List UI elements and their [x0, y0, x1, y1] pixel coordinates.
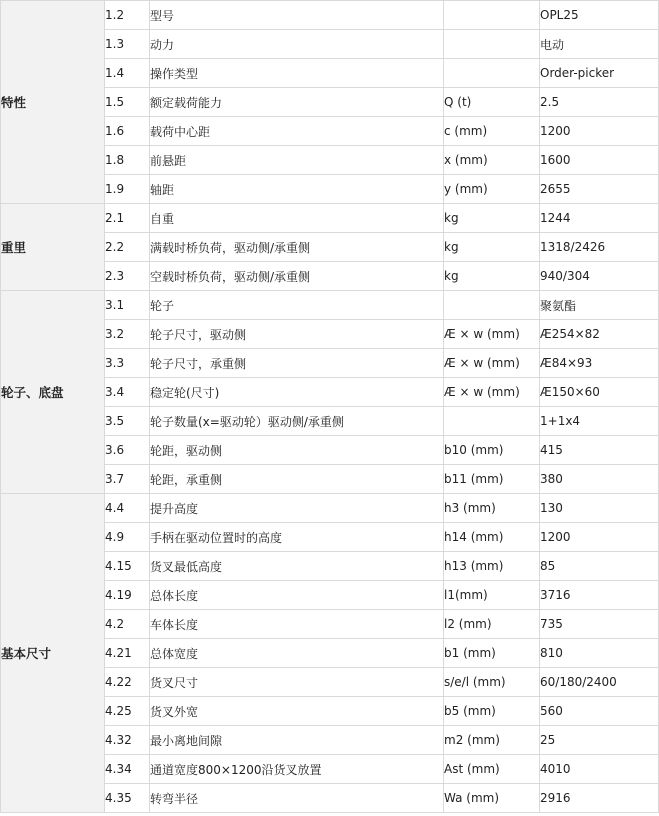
item-value: 940/304 [540, 262, 659, 291]
item-unit [444, 30, 540, 59]
table-row [1, 291, 659, 320]
item-number: 1.3 [105, 30, 150, 59]
item-number: 4.9 [105, 523, 150, 552]
item-unit: x (mm) [444, 146, 540, 175]
item-unit: y (mm) [444, 175, 540, 204]
item-number: 4.35 [105, 784, 150, 813]
item-value: 1200 [540, 117, 659, 146]
item-name: 自重 [150, 204, 444, 233]
item-value: 1+1x4 [540, 407, 659, 436]
item-value: 1244 [540, 204, 659, 233]
item-name: 轮距，驱动侧 [150, 436, 444, 465]
item-name: 轮距，承重侧 [150, 465, 444, 494]
item-unit: kg [444, 233, 540, 262]
item-unit [444, 1, 540, 30]
table-row [1, 494, 659, 523]
item-name: 操作类型 [150, 59, 444, 88]
item-number: 4.32 [105, 726, 150, 755]
item-number: 3.1 [105, 291, 150, 320]
item-number: 1.6 [105, 117, 150, 146]
item-unit: h13 (mm) [444, 552, 540, 581]
item-value: Order-picker [540, 59, 659, 88]
item-number: 3.5 [105, 407, 150, 436]
item-number: 4.34 [105, 755, 150, 784]
item-unit [444, 291, 540, 320]
item-value: Æ84×93 [540, 349, 659, 378]
item-name: 稳定轮(尺寸) [150, 378, 444, 407]
item-unit [444, 59, 540, 88]
item-number: 4.15 [105, 552, 150, 581]
item-number: 4.22 [105, 668, 150, 697]
item-number: 3.7 [105, 465, 150, 494]
item-name: 货叉最低高度 [150, 552, 444, 581]
item-number: 3.3 [105, 349, 150, 378]
item-value: 415 [540, 436, 659, 465]
item-number: 4.19 [105, 581, 150, 610]
item-name: 转弯半径 [150, 784, 444, 813]
item-unit: b11 (mm) [444, 465, 540, 494]
item-number: 4.2 [105, 610, 150, 639]
item-value: 2916 [540, 784, 659, 813]
item-value: 560 [540, 697, 659, 726]
item-name: 通道宽度800×1200沿货叉放置 [150, 755, 444, 784]
item-number: 1.9 [105, 175, 150, 204]
item-name: 轮子尺寸，驱动侧 [150, 320, 444, 349]
item-unit: kg [444, 262, 540, 291]
item-number: 3.4 [105, 378, 150, 407]
item-unit: s/e/l (mm) [444, 668, 540, 697]
item-value: 130 [540, 494, 659, 523]
item-value: 2655 [540, 175, 659, 204]
item-unit [444, 407, 540, 436]
item-value: 3716 [540, 581, 659, 610]
item-value: 1200 [540, 523, 659, 552]
item-unit: Wa (mm) [444, 784, 540, 813]
item-name: 轮子尺寸，承重侧 [150, 349, 444, 378]
item-value: OPL25 [540, 1, 659, 30]
item-name: 总体宽度 [150, 639, 444, 668]
item-value: 电动 [540, 30, 659, 59]
item-value: 聚氨酯 [540, 291, 659, 320]
item-number: 1.4 [105, 59, 150, 88]
item-unit: Æ × w (mm) [444, 349, 540, 378]
category-label: 基本尺寸 [1, 494, 105, 813]
item-name: 货叉外宽 [150, 697, 444, 726]
item-name: 前悬距 [150, 146, 444, 175]
item-value: 810 [540, 639, 659, 668]
item-value: 1600 [540, 146, 659, 175]
item-unit: l2 (mm) [444, 610, 540, 639]
item-value: 25 [540, 726, 659, 755]
item-name: 轮子数量(x=驱动轮）驱动侧/承重侧 [150, 407, 444, 436]
item-value: 2.5 [540, 88, 659, 117]
item-name: 空载时桥负荷，驱动侧/承重侧 [150, 262, 444, 291]
item-value: 380 [540, 465, 659, 494]
category-label: 特性 [1, 1, 105, 204]
item-unit: b5 (mm) [444, 697, 540, 726]
item-unit: Ast (mm) [444, 755, 540, 784]
spec-table-body [1, 1, 659, 813]
item-number: 1.2 [105, 1, 150, 30]
item-unit: b1 (mm) [444, 639, 540, 668]
item-value: 4010 [540, 755, 659, 784]
category-label: 轮子、底盘 [1, 291, 105, 494]
item-name: 额定载荷能力 [150, 88, 444, 117]
item-unit: Q (t) [444, 88, 540, 117]
item-unit: m2 (mm) [444, 726, 540, 755]
item-number: 1.5 [105, 88, 150, 117]
item-value: Æ254×82 [540, 320, 659, 349]
item-unit: h14 (mm) [444, 523, 540, 552]
item-name: 提升高度 [150, 494, 444, 523]
item-name: 型号 [150, 1, 444, 30]
item-unit: Æ × w (mm) [444, 378, 540, 407]
item-name: 货叉尺寸 [150, 668, 444, 697]
item-value: 735 [540, 610, 659, 639]
item-number: 2.2 [105, 233, 150, 262]
item-name: 手柄在驱动位置时的高度 [150, 523, 444, 552]
item-number: 1.8 [105, 146, 150, 175]
item-name: 最小离地间隙 [150, 726, 444, 755]
item-name: 总体长度 [150, 581, 444, 610]
item-number: 2.3 [105, 262, 150, 291]
item-value: 85 [540, 552, 659, 581]
item-name: 轴距 [150, 175, 444, 204]
item-unit: h3 (mm) [444, 494, 540, 523]
item-name: 车体长度 [150, 610, 444, 639]
item-unit: b10 (mm) [444, 436, 540, 465]
item-number: 3.2 [105, 320, 150, 349]
item-number: 4.25 [105, 697, 150, 726]
item-unit: Æ × w (mm) [444, 320, 540, 349]
item-unit: l1(mm) [444, 581, 540, 610]
item-name: 轮子 [150, 291, 444, 320]
item-value: Æ150×60 [540, 378, 659, 407]
item-name: 载荷中心距 [150, 117, 444, 146]
item-unit: c (mm) [444, 117, 540, 146]
item-unit: kg [444, 204, 540, 233]
item-number: 2.1 [105, 204, 150, 233]
item-number: 4.21 [105, 639, 150, 668]
item-value: 1318/2426 [540, 233, 659, 262]
table-row [1, 204, 659, 233]
category-label: 重里 [1, 204, 105, 291]
item-number: 4.4 [105, 494, 150, 523]
item-name: 动力 [150, 30, 444, 59]
item-value: 60/180/2400 [540, 668, 659, 697]
item-name: 满载时桥负荷，驱动侧/承重侧 [150, 233, 444, 262]
item-number: 3.6 [105, 436, 150, 465]
table-row [1, 1, 659, 30]
